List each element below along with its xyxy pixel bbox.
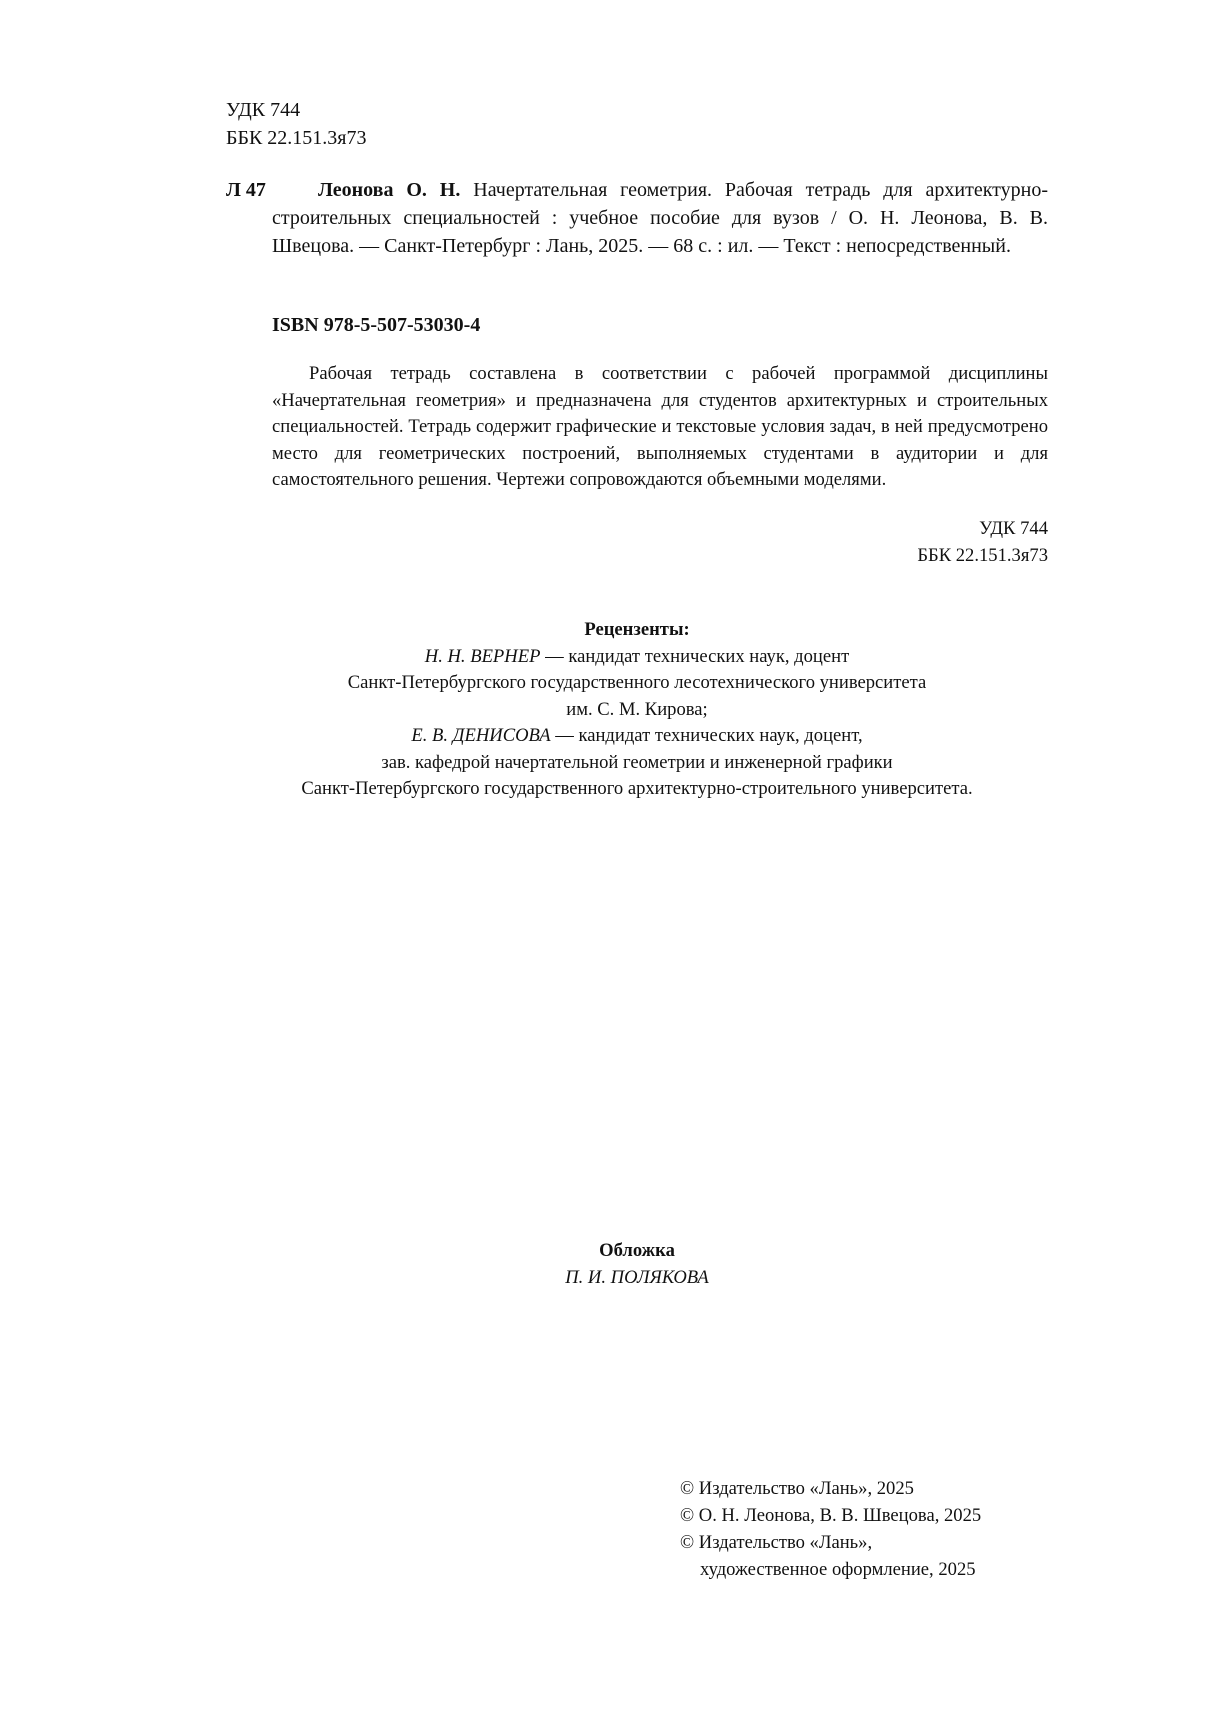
reviewer-2 [226,723,1048,750]
isbn: ISBN 978-5-507-53030-4 [272,314,481,336]
reviewer-1-affiliation-name: им. С. М. Кирова; [566,698,708,720]
cover-title: Обложка [599,1240,675,1261]
bbk-code: ББК 22.151.3я73 [226,127,367,149]
copyright-block [680,1475,981,1583]
classification-codes-top [226,96,367,152]
reviewer-2-affiliation: Санкт-Петербургского государственного архитектурно-строительного университета. [301,778,973,799]
reviewer-2-name: Е. В. ДЕНИСОВА [411,725,551,746]
reviewer-1 [226,644,1048,671]
reviewer-2-role: — кандидат технических наук, доцент, [550,725,863,746]
author-mark: Л 47 [226,179,266,201]
udk-code: УДК 744 [979,518,1048,539]
cover-credit [226,1238,1048,1291]
cover-designer: П. И. ПОЛЯКОВА [565,1266,709,1288]
bibliographic-author: Леонова О. Н. [318,179,461,201]
copyright-line: © Издательство «Лань», 2025 [680,1478,914,1499]
reviewer-1-affiliation: Санкт-Петербургского государственного лесотехнического университета [347,672,927,693]
udk-code: УДК 744 [226,99,301,121]
bbk-code: ББК 22.151.3я73 [917,544,1048,566]
bibliographic-description: Начертательная геометрия. Рабочая тетрадь для архитектурно-строительных специальностей : учебное пособие для вузов / О. Н. Леонова, В. В. Швецова. — Санкт-Петербург : Лань, 2025. — 68 с. : ил. — Текст : непосредственный. [272,179,1048,257]
copyright-line: © О. Н. Леонова, В. В. Швецова, 2025 [680,1505,982,1526]
copyright-line: © Издательство «Лань», [680,1532,873,1553]
reviewers-block [226,617,1048,803]
reviewer-1-role: — кандидат технических наук, доцент [540,645,850,667]
classification-codes-bottom [917,516,1048,569]
annotation: Рабочая тетрадь составлена в соответствии с рабочей программой дисциплины «Начертательная геометрия» и предназначена для студентов архитектурных и строительных специальностей. Тетрадь содержит графические и текстовые условия задач, в ней предусмотрено место для геометрических построений, выполняемых студентами в аудитории и для самостоятельного решения. Чертежи сопровождаются объемными моделями. [272,363,1048,490]
reviewer-1-name: Н. Н. ВЕРНЕР [424,645,541,667]
reviewers-title: Рецензенты: [584,619,690,640]
copyright-line: художественное оформление, 2025 [700,1559,976,1580]
bibliographic-record [272,176,1048,260]
reviewer-2-position: зав. кафедрой начертательной геометрии и инженерной графики [381,751,893,773]
